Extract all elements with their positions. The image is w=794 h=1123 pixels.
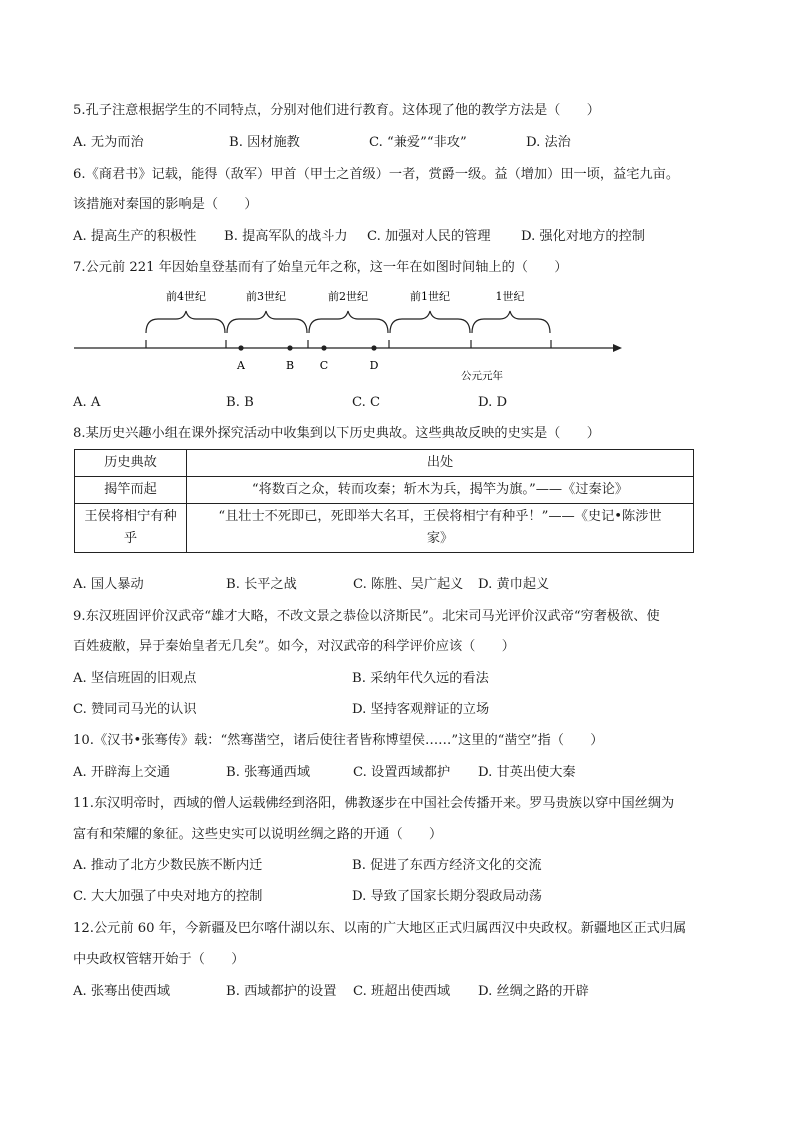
q12-stem-line2: 中央政权管辖开始于（ ） xyxy=(73,952,245,967)
q6-option-a: A. 提高生产的积极性 xyxy=(73,229,197,244)
table-cell-source-line: 家》 xyxy=(426,531,454,546)
table-header: 历史典故 xyxy=(75,450,187,477)
q5-option-c: C. “兼爱”“非攻” xyxy=(369,135,467,150)
timeline-point-label: B xyxy=(285,359,295,372)
q11-option-c: C. 大大加强了中央对地方的控制 xyxy=(73,889,263,904)
q8-option-c: C. 陈胜、吴广起义 xyxy=(353,577,464,592)
q10-option-a: A. 开辟海上交通 xyxy=(73,765,171,780)
timeline-point-d xyxy=(371,345,376,350)
q12-option-c: C. 班超出使西域 xyxy=(353,984,451,999)
table-row xyxy=(75,504,694,553)
q10-stem: 10.《汉书•张骞传》载：“然骞凿空，诸后使往者皆称博望侯……”这里的“凿空”指（ ） xyxy=(73,733,604,748)
timeline-point-a xyxy=(238,345,243,350)
q7-option-d: D. D xyxy=(478,395,508,410)
q11-option-d: D. 导致了国家长期分裂政局动荡 xyxy=(352,889,542,904)
q5-option-d: D. 法治 xyxy=(526,135,571,150)
q12-option-d: D. 丝绸之路的开辟 xyxy=(478,984,589,999)
q6-option-d: D. 强化对地方的控制 xyxy=(521,229,645,244)
q9-option-b: B. 采纳年代久远的看法 xyxy=(352,671,489,686)
q12-stem-line1: 12.公元前 60 年，今新疆及巴尔喀什湖以东、以南的广大地区正式归属西汉中央政权。新疆地区正式归属 xyxy=(73,921,687,936)
table-header-row xyxy=(75,450,694,477)
q7-option-c: C. C xyxy=(352,395,381,410)
timeline-axis-label: 公元元年 xyxy=(461,370,503,382)
q12-option-b: B. 西域都护的设置 xyxy=(226,984,337,999)
q8-source-table xyxy=(74,449,694,553)
q9-option-d: D. 坚持客观辩证的立场 xyxy=(352,702,490,717)
table-cell-source: “将数百之众，转而攻秦；斩木为兵，揭竿为旗。”——《过秦论》 xyxy=(187,477,694,504)
timeline-point-b xyxy=(287,345,292,350)
q8-stem: 8.某历史兴趣小组在课外探究活动中收集到以下历史典故。这些典故反映的史实是（ ） xyxy=(73,426,600,441)
q9-option-c: C. 赞同司马光的认识 xyxy=(73,702,197,717)
q7-option-b: B. B xyxy=(226,395,254,410)
q7-option-a: A. A xyxy=(73,395,101,410)
q11-option-a: A. 推动了北方少数民族不断内迁 xyxy=(73,858,263,873)
timeline-point-label: C xyxy=(319,359,329,372)
q6-stem-line1: 6.《商君书》记载，能得（敌军）甲首（甲士之首级）一者，赏爵一级。益（增加）田一顷，益宅九亩。 xyxy=(73,167,680,182)
timeline-braces xyxy=(146,311,550,333)
q6-stem-line2: 该措施对秦国的影响是（ ） xyxy=(73,197,258,212)
q8-option-d: D. 黄巾起义 xyxy=(478,577,550,592)
q10-option-d: D. 甘英出使大秦 xyxy=(478,765,576,780)
timeline-point-label: D xyxy=(369,359,379,372)
q7-stem: 7.公元前 221 年因始皇登基而有了始皇元年之称，这一年在如图时间轴上的（ ） xyxy=(73,260,568,275)
timeline-ticks xyxy=(146,340,551,348)
q11-option-b: B. 促进了东西方经济文化的交流 xyxy=(352,858,542,873)
table-cell-source xyxy=(187,504,694,553)
timeline-arrow xyxy=(613,344,622,352)
timeline-point-c xyxy=(321,345,326,350)
table-cell-source-line: “且壮士不死即已，死即举大名耳，王侯将相宁有种乎！”——《史记•陈涉世 xyxy=(218,509,662,524)
q11-stem-line2: 富有和荣耀的象征。这些史实可以说明丝绸之路的开通（ ） xyxy=(73,827,443,842)
timeline-period-label: 1世纪 xyxy=(495,290,525,303)
timeline-period-label: 前2世纪 xyxy=(328,290,368,303)
q9-option-a: A. 坚信班固的旧观点 xyxy=(73,671,197,686)
timeline-figure xyxy=(70,285,630,385)
q9-stem-line2: 百姓疲敝，异于秦始皇者无几矣”。如今，对汉武帝的科学评价应该（ ） xyxy=(73,639,515,654)
timeline-point-label: A xyxy=(237,359,245,372)
timeline-period-label: 前3世纪 xyxy=(246,290,286,303)
q5-option-a: A. 无为而治 xyxy=(73,135,144,150)
q5-option-b: B. 因材施教 xyxy=(229,135,300,150)
q10-option-b: B. 张骞通西域 xyxy=(226,765,311,780)
q6-option-c: C. 加强对人民的管理 xyxy=(367,229,491,244)
table-row xyxy=(75,477,694,504)
table-header: 出处 xyxy=(187,450,694,477)
q5-stem: 5.孔子注意根据学生的不同特点，分别对他们进行教育。这体现了他的教学方法是（ ） xyxy=(73,103,600,118)
timeline-period-label: 前1世纪 xyxy=(410,290,450,303)
table-cell-story: 揭竿而起 xyxy=(75,477,187,504)
q9-stem-line1: 9.东汉班固评价汉武帝“雄才大略，不改文景之恭俭以济斯民”。北宋司马光评价汉武帝“穷奢极欲、使 xyxy=(73,609,660,624)
q8-option-a: A. 国人暴动 xyxy=(73,577,144,592)
q6-option-b: B. 提高军队的战斗力 xyxy=(224,229,348,244)
table-cell-story-line: 王侯将相宁有种 xyxy=(84,509,177,524)
q10-option-c: C. 设置西域都护 xyxy=(353,765,451,780)
q8-option-b: B. 长平之战 xyxy=(226,577,297,592)
table-cell-story-line: 乎 xyxy=(123,531,138,546)
q11-stem-line1: 11.东汉明帝时，西域的僧人运载佛经到洛阳，佛教逐步在中国社会传播开来。罗马贵族以穿中国丝绸为 xyxy=(73,796,675,811)
timeline-period-label: 前4世纪 xyxy=(166,290,206,303)
q12-option-a: A. 张骞出使西域 xyxy=(73,984,171,999)
table-cell-story xyxy=(75,504,187,553)
